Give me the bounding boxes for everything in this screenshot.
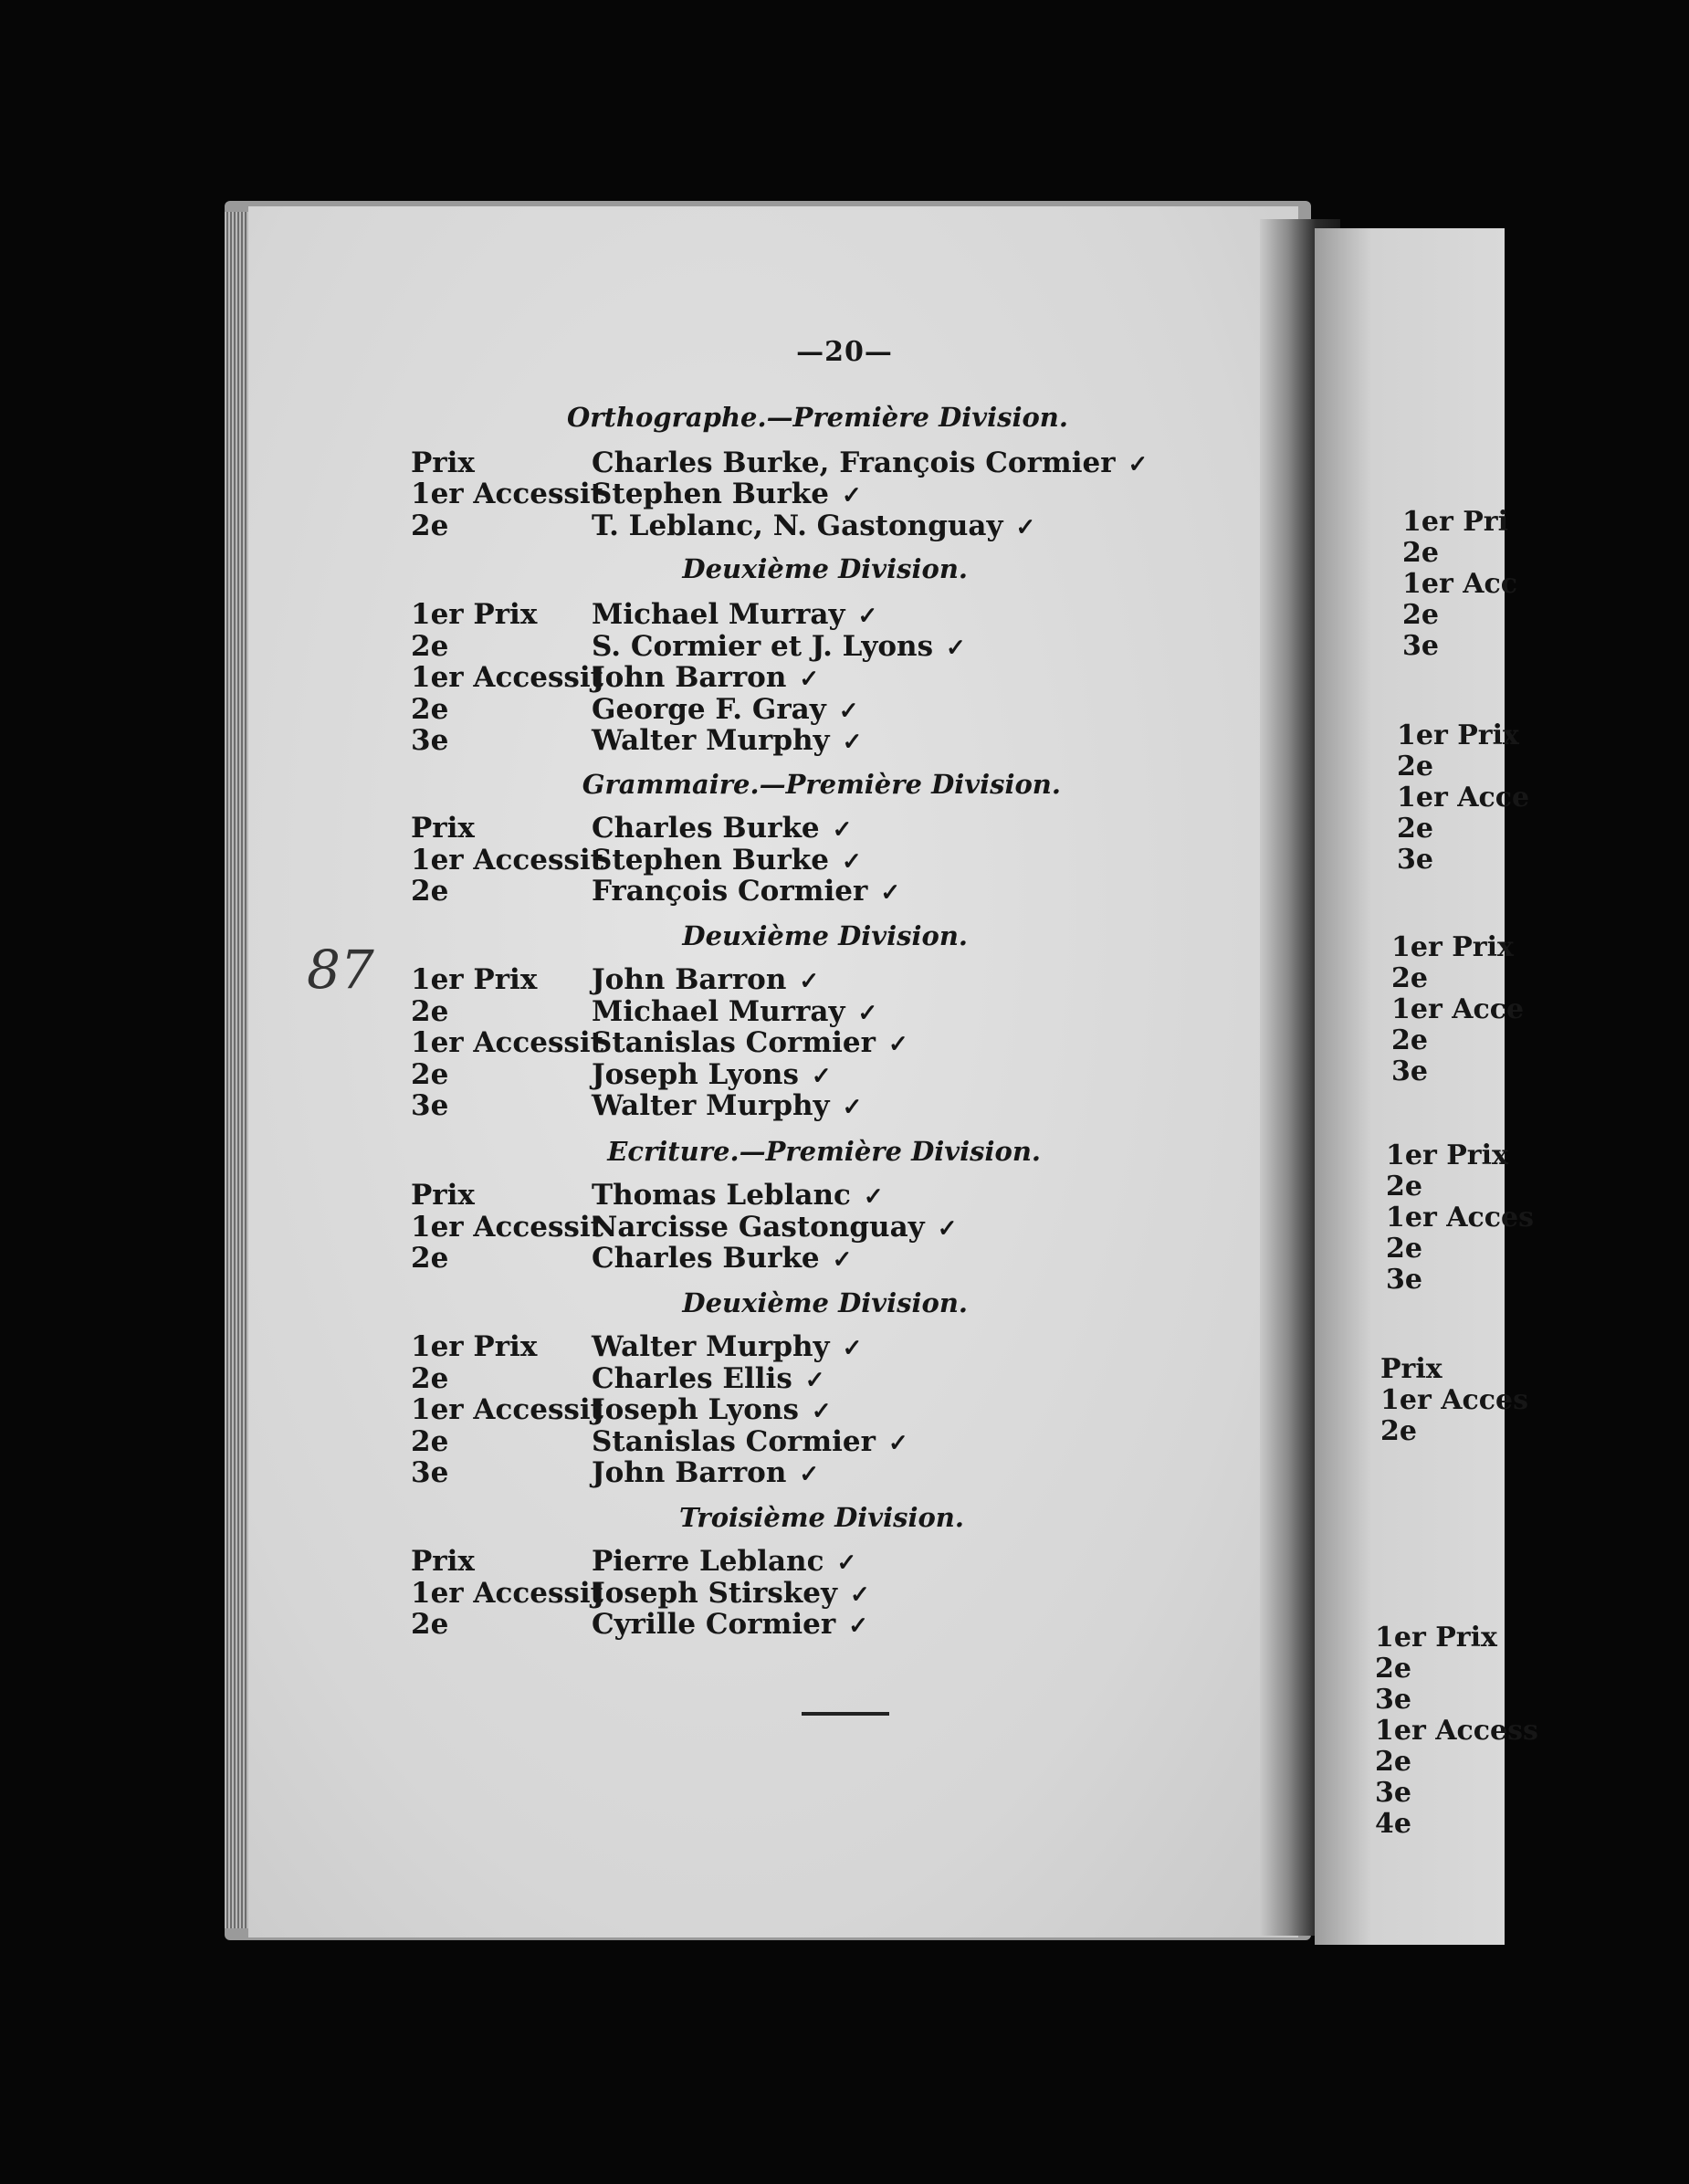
rank-label: 2e	[411, 1362, 449, 1395]
rank-label: 2e	[411, 1608, 449, 1641]
rank-label: 1er Prix	[411, 1330, 538, 1363]
right-page-rank: 1er Prix	[1375, 1622, 1497, 1654]
check-mark-icon: ✓	[863, 1183, 884, 1211]
check-mark-icon: ✓	[832, 816, 853, 844]
right-page-rank: 1er Prix	[1397, 719, 1519, 751]
winner-name: John Barron	[592, 1456, 787, 1489]
right-page-rank: 4e	[1375, 1808, 1411, 1840]
winner-name: Walter Murphy	[592, 1089, 830, 1122]
winner-name: S. Cormier et J. Lyons	[592, 630, 934, 663]
check-mark-icon: ✓	[799, 666, 820, 693]
rank-label: 1er Accessit	[411, 844, 603, 877]
check-mark-icon: ✓	[937, 1215, 958, 1243]
rank-label: 1er Prix	[411, 598, 538, 631]
right-page-rank: 1er Acc	[1402, 568, 1518, 600]
section-heading: Deuxième Division.	[682, 920, 968, 951]
check-mark-icon: ✓	[848, 1612, 868, 1640]
right-page-rank: 2e	[1375, 1746, 1411, 1778]
section-heading: Orthographe.—Première Division.	[566, 402, 1068, 433]
rank-label: 1er Accessit	[411, 1026, 603, 1059]
right-page-rank: 1er Acce	[1397, 782, 1530, 814]
winner-name: Charles Ellis	[592, 1362, 792, 1395]
winner-name: George F. Gray	[592, 693, 826, 726]
check-mark-icon: ✓	[946, 635, 966, 662]
winner-name: Stanislas Cormier	[592, 1026, 876, 1059]
end-divider	[802, 1712, 889, 1716]
check-mark-icon: ✓	[887, 1430, 908, 1457]
check-mark-icon: ✓	[811, 1398, 832, 1425]
check-mark-icon: ✓	[857, 1000, 878, 1027]
right-page-rank: 1er Acces	[1386, 1202, 1534, 1234]
check-mark-icon: ✓	[811, 1063, 832, 1090]
right-page-rank: 1er Prix	[1391, 931, 1514, 963]
right-page-rank: 2e	[1397, 751, 1433, 782]
check-mark-icon: ✓	[836, 1549, 857, 1577]
section-heading: Deuxième Division.	[682, 1287, 968, 1318]
check-mark-icon: ✓	[880, 879, 901, 907]
right-page-rank: 3e	[1402, 630, 1439, 662]
right-page-rank: 2e	[1386, 1233, 1422, 1265]
rank-label: 1er Accessit	[411, 1211, 603, 1244]
winner-name: T. Leblanc, N. Gastonguay	[592, 509, 1003, 542]
right-page-rank: 2e	[1380, 1415, 1417, 1447]
rank-label: Prix	[411, 812, 475, 845]
right-page-rank: 2e	[1402, 599, 1439, 631]
winner-name: Stephen Burke	[592, 844, 829, 877]
rank-label: 1er Accessit	[411, 1577, 603, 1610]
winner-name: Pierre Leblanc	[592, 1545, 824, 1578]
winner-name: François Cormier	[592, 875, 868, 908]
section-heading: Troisième Division.	[678, 1502, 964, 1533]
rank-label: 1er Accessit	[411, 478, 603, 510]
rank-label: 2e	[411, 875, 449, 908]
check-mark-icon: ✓	[842, 1094, 863, 1121]
right-page-rank: 3e	[1397, 844, 1433, 876]
right-page-rank: 3e	[1391, 1055, 1428, 1087]
rank-label: 1er Prix	[411, 963, 538, 996]
winner-name: Michael Murray	[592, 995, 845, 1028]
section-heading: Grammaire.—Première Division.	[582, 769, 1061, 800]
winner-name: Charles Burke	[592, 812, 820, 845]
rank-label: 3e	[411, 1089, 449, 1122]
check-mark-icon: ✓	[838, 698, 859, 725]
winner-name: John Barron	[592, 661, 787, 694]
right-page-rank: Prix	[1380, 1353, 1442, 1385]
check-mark-icon: ✓	[887, 1031, 908, 1058]
rank-label: 2e	[411, 693, 449, 726]
winner-name: Joseph Stirskey	[592, 1577, 838, 1610]
winner-name: Charles Burke	[592, 1242, 820, 1275]
rank-label: Prix	[411, 1179, 475, 1212]
winner-name: Narcisse Gastonguay	[592, 1211, 925, 1244]
check-mark-icon: ✓	[1128, 451, 1149, 478]
rank-label: 3e	[411, 724, 449, 757]
winner-name: Walter Murphy	[592, 724, 830, 757]
check-mark-icon: ✓	[842, 1335, 863, 1362]
right-page-rank: 2e	[1397, 813, 1433, 845]
right-page-rank: 1er Pri	[1402, 506, 1508, 538]
right-page-rank: 1er Prix	[1386, 1139, 1508, 1171]
right-page-rank: 2e	[1375, 1653, 1411, 1685]
handwritten-margin-note: 87	[307, 939, 374, 1001]
page-number: —20—	[796, 336, 893, 368]
check-mark-icon: ✓	[1015, 514, 1036, 541]
winner-name: Michael Murray	[592, 598, 845, 631]
right-page-rank: 3e	[1375, 1777, 1411, 1809]
right-page-rank: 3e	[1375, 1684, 1411, 1716]
check-mark-icon: ✓	[832, 1246, 853, 1274]
rank-label: 1er Accessit	[411, 661, 603, 694]
winner-name: Thomas Leblanc	[592, 1179, 851, 1212]
check-mark-icon: ✓	[841, 482, 862, 509]
rank-label: Prix	[411, 446, 475, 479]
rank-label: 1er Accessit	[411, 1393, 603, 1426]
rank-label: 2e	[411, 995, 449, 1028]
check-mark-icon: ✓	[841, 848, 862, 876]
rank-label: 2e	[411, 1242, 449, 1275]
check-mark-icon: ✓	[799, 968, 820, 995]
winner-name: John Barron	[592, 963, 787, 996]
winner-name: Joseph Lyons	[592, 1058, 799, 1091]
check-mark-icon: ✓	[799, 1461, 820, 1488]
section-heading: Deuxième Division.	[682, 553, 968, 584]
right-page-rank: 1er Access	[1375, 1715, 1538, 1747]
rank-label: 2e	[411, 1425, 449, 1458]
rank-label: Prix	[411, 1545, 475, 1578]
winner-name: Joseph Lyons	[592, 1393, 799, 1426]
check-mark-icon: ✓	[857, 603, 878, 630]
winner-name: Stanislas Cormier	[592, 1425, 876, 1458]
check-mark-icon: ✓	[842, 729, 863, 756]
right-page-rank: 2e	[1402, 537, 1439, 569]
right-page-rank: 2e	[1391, 1024, 1428, 1056]
rank-label: 2e	[411, 1058, 449, 1091]
rank-label: 2e	[411, 509, 449, 542]
rank-label: 2e	[411, 630, 449, 663]
winner-name: Walter Murphy	[592, 1330, 830, 1363]
right-page-rank: 2e	[1391, 962, 1428, 994]
check-mark-icon: ✓	[804, 1367, 825, 1394]
winner-name: Cyrille Cormier	[592, 1608, 836, 1641]
check-mark-icon: ✓	[850, 1581, 870, 1609]
right-page-rank: 1er Acces	[1380, 1384, 1528, 1416]
right-page-rank: 1er Acce	[1391, 993, 1525, 1025]
section-heading: Ecriture.—Première Division.	[607, 1136, 1041, 1167]
winner-name: Charles Burke, François Cormier	[592, 446, 1116, 479]
winner-name: Stephen Burke	[592, 478, 829, 510]
right-page-rank: 2e	[1386, 1171, 1422, 1202]
rank-label: 3e	[411, 1456, 449, 1489]
right-page-rank: 3e	[1386, 1264, 1422, 1296]
